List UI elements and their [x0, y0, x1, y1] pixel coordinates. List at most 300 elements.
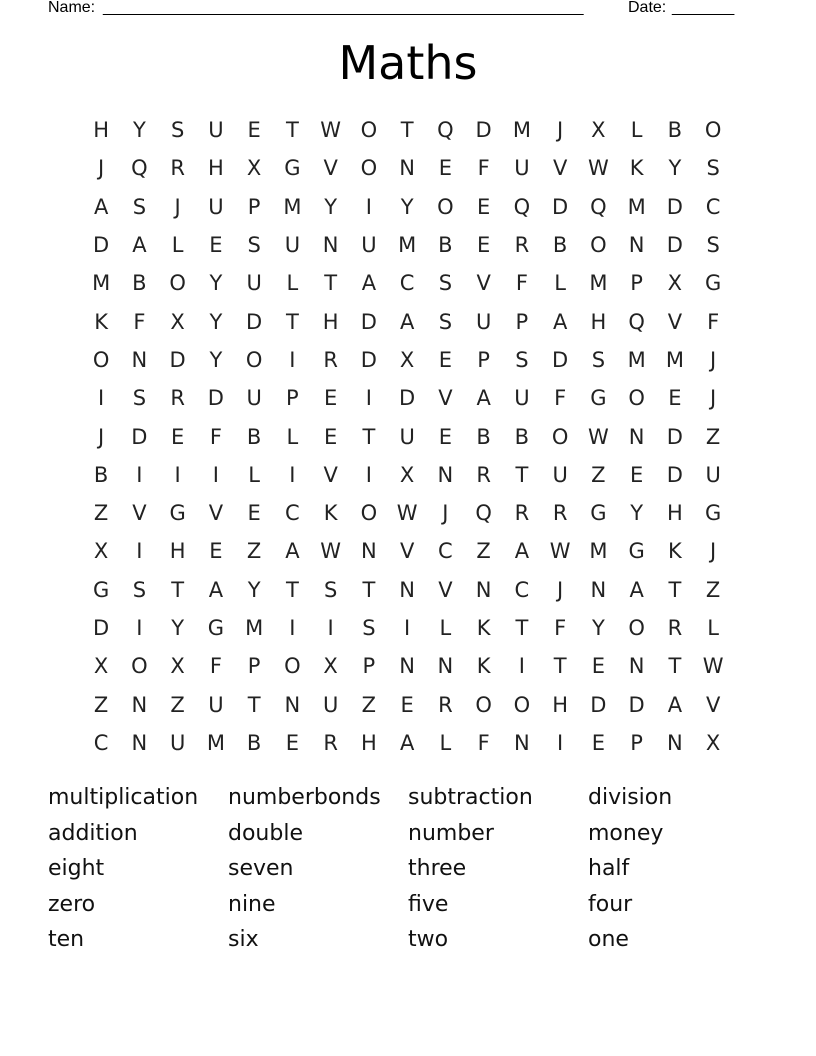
- grid-letter: U: [514, 156, 530, 181]
- grid-letter: C: [514, 577, 530, 602]
- grid-letter: H: [590, 309, 607, 334]
- grid-letter: M: [283, 194, 302, 219]
- page-title: Maths: [338, 36, 478, 90]
- grid-row: [82, 647, 732, 685]
- grid-letter: E: [591, 730, 606, 755]
- grid-letter: V: [399, 539, 415, 564]
- grid-letter: J: [710, 347, 717, 372]
- grid-letter: A: [667, 692, 683, 717]
- date-blank-line: _______: [672, 0, 735, 16]
- grid-letter: N: [399, 577, 415, 602]
- grid-letter: E: [285, 730, 300, 755]
- grid-letter: M: [589, 271, 608, 296]
- grid-letter: Q: [590, 194, 607, 219]
- grid-letter: Z: [246, 539, 262, 564]
- grid-letter: O: [284, 654, 301, 679]
- grid-letter: X: [323, 654, 338, 679]
- word-list-item: three: [408, 856, 467, 881]
- grid-letter: T: [400, 118, 414, 143]
- grid-letter: K: [629, 156, 644, 181]
- word-list-item: nine: [228, 891, 276, 917]
- grid-letter: E: [476, 194, 491, 219]
- grid-letter: E: [438, 156, 453, 181]
- grid-letter: T: [668, 654, 682, 679]
- grid-letter: Z: [705, 577, 721, 602]
- grid-letter: T: [171, 577, 185, 602]
- grid-letter: L: [554, 271, 566, 296]
- grid-letter: G: [628, 539, 645, 564]
- grid-letter: M: [206, 730, 225, 755]
- grid-letter: M: [398, 233, 417, 258]
- grid-letter: S: [170, 118, 185, 143]
- grid-letter: X: [93, 654, 109, 679]
- word-list-item: division: [588, 785, 673, 810]
- grid-letter: D: [666, 424, 683, 449]
- grid-letter: N: [399, 156, 415, 181]
- grid-letter: T: [515, 462, 529, 487]
- grid-letter: J: [557, 118, 564, 143]
- grid-letter: T: [515, 616, 529, 640]
- word-list-item: double: [228, 820, 303, 846]
- grid-row: [82, 341, 732, 379]
- grid-letter: O: [704, 118, 722, 143]
- grid-letter: P: [630, 730, 643, 755]
- grid-letter: V: [323, 462, 338, 487]
- grid-letter: A: [399, 309, 415, 334]
- grid-row: [82, 724, 732, 762]
- grid-letter: D: [169, 347, 186, 372]
- grid-letter: L: [707, 616, 719, 640]
- grid-letter: I: [289, 347, 296, 372]
- grid-letter: T: [668, 577, 682, 602]
- grid-letter: Y: [209, 309, 223, 334]
- grid-letter: U: [246, 386, 262, 411]
- grid-letter: R: [552, 501, 568, 526]
- name-label: Name:: [48, 0, 96, 16]
- grid-letter: L: [439, 616, 452, 640]
- grid-row: [82, 302, 732, 340]
- grid-letter: X: [170, 309, 185, 334]
- grid-letter: J: [710, 386, 717, 411]
- grid-letter: R: [438, 692, 453, 717]
- grid-letter: E: [209, 233, 223, 258]
- grid-letter: D: [93, 233, 110, 258]
- grid-letter: R: [667, 616, 683, 640]
- date-label: Date:: [628, 0, 667, 16]
- grid-letter: U: [399, 424, 415, 449]
- grid-letter: Z: [361, 692, 377, 717]
- grid-row: [82, 456, 732, 494]
- word-list-item: numberbonds: [228, 785, 381, 810]
- grid-letter: P: [477, 347, 490, 372]
- grid-letter: M: [627, 347, 646, 372]
- grid-letter: W: [396, 501, 418, 526]
- grid-letter: S: [132, 386, 147, 411]
- grid-letter: G: [169, 501, 186, 526]
- grid-letter: N: [361, 539, 377, 564]
- grid-letter: A: [132, 233, 147, 258]
- grid-letter: M: [627, 194, 646, 219]
- grid-letter: R: [514, 501, 530, 526]
- word-list: [48, 780, 768, 958]
- grid-letter: N: [437, 654, 454, 679]
- grid-letter: M: [665, 347, 684, 372]
- grid-letter: S: [362, 616, 376, 640]
- grid-letter: S: [515, 347, 529, 372]
- grid-letter: G: [590, 501, 607, 526]
- grid-letter: U: [208, 194, 224, 219]
- grid-letter: G: [207, 616, 225, 640]
- grid-letter: M: [589, 539, 608, 564]
- grid-letter: X: [246, 156, 262, 181]
- grid-letter: W: [587, 424, 609, 449]
- grid-letter: C: [438, 539, 453, 564]
- grid-letter: S: [132, 577, 147, 602]
- grid-letter: F: [707, 309, 720, 334]
- grid-letter: W: [587, 156, 609, 181]
- grid-letter: Y: [400, 194, 414, 219]
- grid-row: [82, 226, 732, 264]
- grid-letter: E: [629, 462, 644, 487]
- grid-letter: Y: [247, 577, 261, 602]
- grid-letter: U: [475, 309, 492, 334]
- word-list-item: two: [408, 927, 449, 952]
- grid-letter: O: [590, 233, 607, 258]
- grid-letter: L: [630, 118, 643, 143]
- word-list-item: eight: [48, 856, 105, 881]
- grid-letter: H: [207, 156, 224, 181]
- grid-letter: D: [399, 386, 416, 411]
- grid-letter: T: [324, 271, 338, 296]
- grid-letter: I: [365, 386, 372, 411]
- grid-letter: T: [553, 654, 567, 679]
- grid-letter: I: [289, 462, 296, 487]
- grid-letter: Z: [170, 692, 185, 717]
- grid-letter: A: [476, 386, 491, 411]
- grid-row: [82, 532, 732, 570]
- grid-letter: S: [438, 271, 453, 296]
- grid-letter: L: [171, 233, 184, 258]
- grid-letter: F: [554, 616, 567, 640]
- grid-letter: I: [98, 386, 105, 411]
- word-list-item: subtraction: [408, 785, 533, 810]
- grid-letter: V: [667, 309, 683, 334]
- grid-letter: Z: [93, 692, 109, 717]
- grid-letter: I: [365, 462, 372, 487]
- grid-letter: D: [590, 692, 607, 717]
- grid-letter: U: [208, 118, 224, 143]
- grid-letter: S: [706, 156, 720, 181]
- grid-letter: P: [247, 194, 261, 219]
- grid-letter: U: [552, 462, 568, 487]
- grid-letter: I: [212, 462, 219, 487]
- grid-letter: B: [246, 730, 262, 755]
- grid-letter: G: [92, 577, 110, 602]
- grid-letter: G: [284, 156, 301, 181]
- grid-letter: E: [170, 424, 185, 449]
- grid-letter: E: [591, 654, 606, 679]
- grid-letter: T: [362, 577, 376, 602]
- grid-letter: O: [551, 424, 569, 449]
- grid-letter: E: [668, 386, 682, 411]
- grid-letter: F: [477, 156, 490, 181]
- grid-letter: P: [630, 271, 643, 296]
- grid-letter: H: [93, 118, 110, 143]
- grid-letter: F: [209, 424, 222, 449]
- grid-letter: O: [437, 194, 454, 219]
- word-list-item: addition: [48, 820, 138, 846]
- grid-letter: E: [209, 539, 223, 564]
- grid-letter: U: [514, 386, 530, 411]
- grid-letter: O: [92, 347, 110, 372]
- grid-letter: W: [549, 539, 571, 564]
- grid-letter: X: [399, 462, 415, 487]
- grid-row: [82, 609, 732, 647]
- grid-letter: B: [438, 233, 453, 258]
- grid-letter: V: [705, 692, 721, 717]
- grid-letter: C: [399, 271, 415, 296]
- grid-letter: L: [248, 462, 260, 487]
- grid-letter: F: [554, 386, 567, 411]
- grid-letter: U: [208, 692, 224, 717]
- grid-letter: E: [323, 386, 338, 411]
- grid-letter: J: [98, 156, 105, 181]
- grid-letter: T: [285, 577, 299, 602]
- grid-letter: R: [514, 233, 530, 258]
- grid-row: [82, 188, 732, 226]
- grid-letter: U: [246, 271, 262, 296]
- grid-letter: X: [705, 730, 721, 755]
- grid-letter: X: [93, 539, 109, 564]
- grid-letter: J: [710, 539, 717, 564]
- grid-letter: N: [399, 654, 415, 679]
- word-list-item: ten: [48, 927, 85, 952]
- grid-letter: D: [666, 194, 683, 219]
- grid-letter: O: [131, 654, 148, 679]
- grid-letter: D: [552, 194, 569, 219]
- grid-letter: B: [552, 233, 568, 258]
- grid-letter: S: [438, 309, 453, 334]
- grid-letter: O: [513, 692, 531, 717]
- grid-letter: I: [174, 462, 181, 487]
- grid-letter: T: [362, 424, 376, 449]
- grid-letter: Y: [630, 501, 644, 526]
- grid-letter: N: [284, 692, 301, 717]
- grid-letter: C: [285, 501, 300, 526]
- grid-letter: I: [136, 462, 143, 487]
- grid-letter: S: [591, 347, 606, 372]
- grid-letter: N: [628, 233, 645, 258]
- grid-letter: D: [360, 309, 377, 334]
- grid-letter: W: [320, 118, 341, 143]
- grid-row: [82, 111, 732, 149]
- grid-letter: Y: [668, 156, 682, 181]
- grid-letter: F: [133, 309, 146, 334]
- grid-letter: A: [399, 730, 415, 755]
- grid-letter: H: [322, 309, 339, 334]
- grid-letter: D: [131, 424, 148, 449]
- grid-letter: O: [360, 501, 378, 526]
- word-list-item: half: [588, 856, 630, 881]
- grid-letter: M: [92, 271, 111, 296]
- grid-letter: P: [515, 309, 529, 334]
- grid-letter: D: [360, 347, 377, 372]
- grid-letter: Y: [209, 347, 223, 372]
- grid-letter: V: [208, 501, 224, 526]
- grid-letter: K: [94, 309, 109, 334]
- grid-row: [82, 379, 732, 417]
- grid-row: [82, 264, 732, 302]
- grid-letter: T: [285, 118, 299, 143]
- grid-letter: U: [322, 692, 339, 717]
- grid-letter: C: [93, 730, 109, 755]
- grid-letter: G: [704, 501, 722, 526]
- grid-letter: E: [400, 692, 414, 717]
- grid-letter: I: [557, 730, 564, 755]
- grid-letter: D: [628, 692, 645, 717]
- grid-letter: N: [437, 462, 454, 487]
- grid-letter: Z: [705, 424, 721, 449]
- word-list-item: multiplication: [48, 785, 199, 810]
- grid-letter: T: [285, 309, 299, 334]
- word-search-grid: [82, 111, 732, 762]
- grid-row: [82, 149, 732, 187]
- grid-letter: E: [438, 347, 453, 372]
- grid-letter: R: [170, 386, 185, 411]
- grid-letter: S: [132, 194, 147, 219]
- grid-letter: I: [136, 616, 143, 640]
- grid-letter: O: [628, 616, 645, 640]
- grid-letter: N: [590, 577, 607, 602]
- grid-letter: N: [628, 654, 645, 679]
- grid-letter: N: [667, 730, 683, 755]
- grid-letter: J: [98, 424, 105, 449]
- word-list-item: six: [228, 927, 259, 952]
- grid-letter: H: [360, 730, 377, 755]
- grid-letter: B: [667, 118, 683, 143]
- grid-letter: G: [704, 271, 722, 296]
- grid-letter: D: [552, 347, 569, 372]
- grid-letter: D: [93, 616, 110, 640]
- grid-letter: M: [245, 616, 264, 640]
- grid-letter: K: [667, 539, 682, 564]
- word-list-item: money: [588, 820, 664, 846]
- grid-letter: X: [591, 118, 606, 143]
- grid-letter: U: [705, 462, 721, 487]
- grid-letter: X: [399, 347, 415, 372]
- grid-letter: R: [476, 462, 491, 487]
- grid-letter: W: [702, 654, 724, 679]
- grid-letter: Y: [132, 118, 146, 143]
- grid-letter: C: [705, 194, 721, 219]
- grid-letter: A: [514, 539, 530, 564]
- name-blank-line: ______________________________________________________: [103, 0, 584, 16]
- grid-letter: D: [207, 386, 224, 411]
- grid-letter: T: [247, 692, 261, 717]
- grid-letter: O: [169, 271, 186, 296]
- grid-letter: D: [475, 118, 492, 143]
- grid-letter: A: [208, 577, 224, 602]
- grid-letter: R: [323, 730, 338, 755]
- grid-letter: A: [93, 194, 109, 219]
- grid-letter: O: [475, 692, 492, 717]
- grid-letter: D: [666, 233, 683, 258]
- grid-letter: A: [285, 539, 300, 564]
- grid-letter: N: [131, 692, 148, 717]
- grid-letter: Q: [475, 501, 492, 526]
- grid-letter: B: [93, 462, 109, 487]
- grid-letter: E: [323, 424, 338, 449]
- grid-letter: B: [476, 424, 491, 449]
- grid-letter: N: [475, 577, 492, 602]
- grid-letter: M: [512, 118, 531, 143]
- grid-letter: F: [515, 271, 528, 296]
- grid-letter: H: [552, 692, 569, 717]
- word-list-item: four: [588, 891, 633, 917]
- grid-letter: F: [477, 730, 490, 755]
- grid-letter: A: [629, 577, 644, 602]
- grid-letter: Y: [209, 271, 223, 296]
- grid-letter: B: [246, 424, 262, 449]
- grid-letter: L: [286, 424, 299, 449]
- word-list-item: five: [408, 891, 449, 917]
- grid-letter: S: [706, 233, 720, 258]
- grid-letter: U: [169, 730, 186, 755]
- grid-letter: Z: [591, 462, 606, 487]
- grid-letter: H: [666, 501, 683, 526]
- grid-letter: Q: [628, 309, 645, 334]
- grid-letter: I: [518, 654, 525, 679]
- grid-letter: B: [514, 424, 530, 449]
- grid-letter: A: [552, 309, 568, 334]
- grid-letter: W: [320, 539, 341, 564]
- grid-letter: P: [247, 654, 261, 679]
- grid-row: [82, 571, 732, 609]
- grid-letter: K: [476, 654, 491, 679]
- grid-letter: K: [476, 616, 491, 640]
- grid-letter: I: [365, 194, 372, 219]
- grid-letter: J: [557, 577, 564, 602]
- grid-letter: E: [247, 501, 261, 526]
- grid-letter: P: [362, 654, 376, 679]
- grid-letter: I: [404, 616, 411, 640]
- grid-letter: V: [552, 156, 568, 181]
- grid-row: [82, 417, 732, 455]
- grid-row: [82, 494, 732, 532]
- grid-letter: U: [284, 233, 301, 258]
- grid-letter: N: [514, 730, 530, 755]
- grid-letter: E: [247, 118, 261, 143]
- grid-letter: Y: [171, 616, 185, 640]
- grid-letter: L: [439, 730, 452, 755]
- grid-letter: Q: [437, 118, 454, 143]
- grid-letter: J: [442, 501, 449, 526]
- grid-letter: O: [628, 386, 645, 411]
- word-list-item: zero: [48, 891, 96, 917]
- grid-letter: O: [245, 347, 263, 372]
- grid-letter: U: [361, 233, 377, 258]
- grid-letter: Z: [476, 539, 491, 564]
- grid-letter: R: [170, 156, 185, 181]
- word-list-item: one: [588, 927, 629, 952]
- grid-letter: J: [174, 194, 181, 219]
- grid-letter: A: [361, 271, 377, 296]
- grid-letter: Y: [324, 194, 338, 219]
- grid-letter: S: [247, 233, 261, 258]
- grid-letter: Q: [513, 194, 531, 219]
- grid-letter: N: [322, 233, 339, 258]
- grid-letter: E: [438, 424, 453, 449]
